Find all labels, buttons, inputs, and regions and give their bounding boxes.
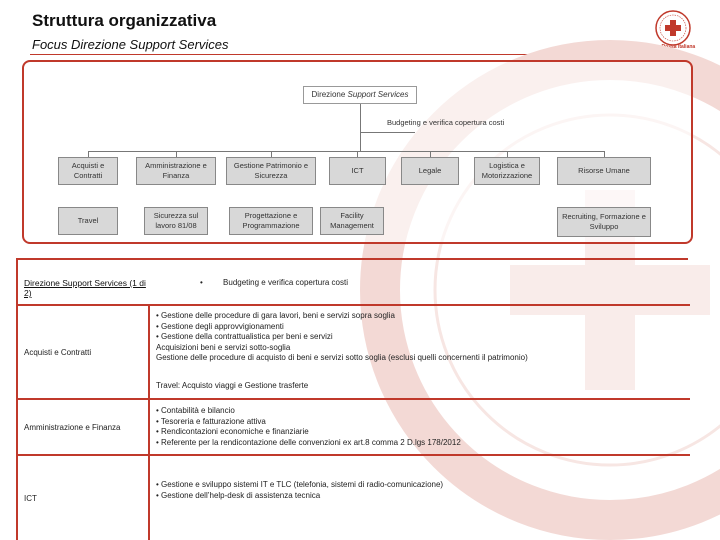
- table-header-cell: [18, 260, 150, 304]
- org-box-logistica: Logistica e Motorizzazione: [474, 157, 540, 185]
- table-row-acquisti: [18, 304, 690, 400]
- table-row-amministrazione: [18, 400, 690, 456]
- org-box-facility: Facility Management: [320, 207, 384, 235]
- detail-table: [16, 258, 688, 540]
- page-title: Struttura organizzativa: [32, 11, 217, 30]
- org-box-progettazione: Progettazione e Programmazione: [229, 207, 313, 235]
- list-item: • Gestione delle procedure di gara lavori, beni e servizi sopra soglia: [156, 311, 528, 322]
- org-box-risorse-umane: Risorse Umane: [557, 157, 651, 185]
- row-label-ict: ICT: [18, 456, 150, 540]
- logo-caption: Croce Rossa Italiana: [646, 44, 696, 50]
- page-subtitle: Focus Direzione Support Services: [32, 37, 229, 52]
- list-item: Gestione delle procedure di acquisto di beni e servizi sotto soglia (esclusi quelli concernenti il patrimonio): [156, 353, 528, 362]
- org-box-direzione-label-suffix: Support Services: [347, 90, 409, 99]
- row-content-ict: [156, 480, 443, 501]
- list-item: • Referente per la rendicontazione delle convenzioni ex art.8 comma 2 D.lgs 178/2012: [156, 438, 461, 449]
- org-box-travel: Travel: [58, 207, 118, 235]
- list-item: • Tesoreria e fatturazione attiva: [156, 417, 461, 428]
- table-header-bullet: Budgeting e verifica copertura costi: [223, 278, 349, 287]
- org-box-patrimonio: Gestione Patrimonio e Sicurezza: [226, 157, 316, 185]
- org-line-staff: [360, 132, 415, 133]
- row-content-amministrazione: [156, 406, 461, 448]
- org-box-legale: Legale: [401, 157, 459, 185]
- list-item: • Gestione e sviluppo sistemi IT e TLC (telefonia, sistemi di radio-comunicazione): [156, 480, 443, 491]
- org-box-recruiting: Recruiting, Formazione e Sviluppo: [557, 207, 651, 237]
- org-box-direzione-label: Direzione: [311, 90, 346, 99]
- org-box-acquisti: Acquisti e Contratti: [58, 157, 118, 185]
- list-item: • Gestione dell’help-desk di assistenza tecnica: [156, 491, 443, 502]
- list-item: • Contabilità e bilancio: [156, 406, 461, 417]
- list-item-travel: Travel: Acquisto viaggi e Gestione trasferte: [156, 380, 309, 390]
- table-header-label: Direzione Support Services (1 di 2): [24, 278, 146, 298]
- list-item: Acquisizioni beni e servizi sotto-soglia: [156, 342, 291, 352]
- org-box-amministrazione: Amministrazione e Finanza: [136, 157, 216, 185]
- row-content-acquisti: [156, 311, 528, 391]
- table-header-content: [200, 278, 348, 289]
- org-box-ict: ICT: [329, 157, 386, 185]
- org-box-direzione: [303, 86, 417, 104]
- org-line-horizontal: [88, 151, 604, 152]
- table-header-row: [18, 260, 690, 304]
- row-label-amministrazione: Amministrazione e Finanza: [18, 400, 150, 454]
- list-item: • Gestione della contrattualistica per beni e servizi: [156, 332, 528, 343]
- list-item: • Rendicontazioni economiche e finanziarie: [156, 427, 461, 438]
- row-label-acquisti: Acquisti e Contratti: [18, 306, 150, 398]
- bullet-dot-icon: •: [200, 278, 203, 287]
- list-item: • Gestione degli approvvigionamenti: [156, 322, 528, 333]
- org-box-sicurezza-lavoro: Sicurezza sul lavoro 81/08: [144, 207, 208, 235]
- org-staff-budgeting: Budgeting e verifica copertura costi: [387, 118, 505, 127]
- org-line-vertical: [360, 104, 361, 151]
- table-row-ict: [18, 456, 690, 540]
